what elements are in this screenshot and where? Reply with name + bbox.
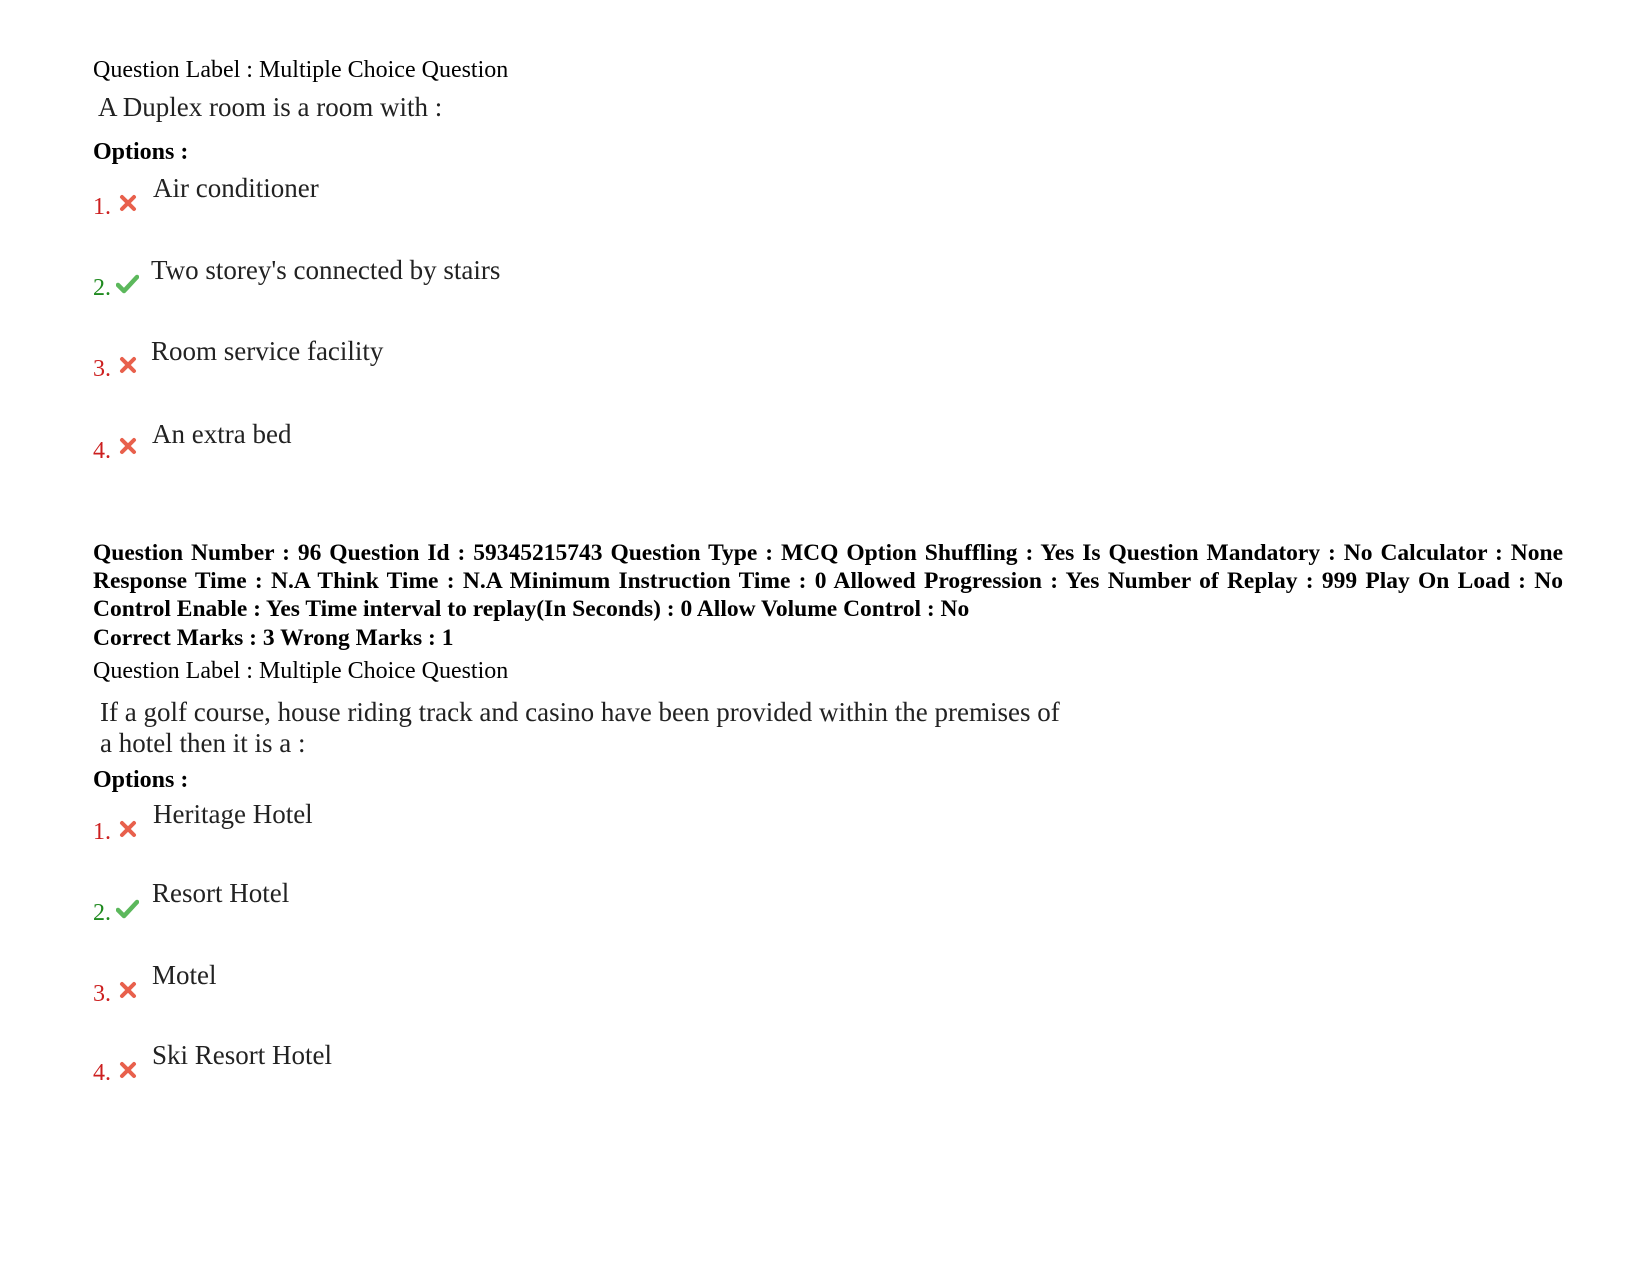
cross-icon bbox=[119, 820, 137, 838]
options-heading: Options : bbox=[93, 139, 189, 165]
option-text: Heritage Hotel bbox=[153, 799, 313, 829]
question-metadata: Question Number : 96 Question Id : 59345215743 Question Type : MCQ Option Shuffling : Yes Is Question Mandatory : No Calculator : None Response Time : N.A Think Time : N.A Minimum Instruction Time : 0 Allowed Progression : Yes Number of Replay : 999 Play On Load : No Control Enable : Yes Time interval to replay(In Seconds) : 0 Allow Volume Control : No bbox=[93, 540, 1563, 622]
question-label: Question Label : Multiple Choice Question bbox=[93, 57, 509, 83]
cross-icon bbox=[119, 356, 137, 374]
check-icon bbox=[116, 899, 139, 919]
option-text: An extra bed bbox=[152, 419, 292, 449]
question-stem: A Duplex room is a room with : bbox=[98, 92, 443, 122]
option-number: 3. bbox=[93, 356, 111, 382]
option-number: 4. bbox=[93, 438, 111, 464]
cross-icon bbox=[119, 437, 137, 455]
option-number: 2. bbox=[93, 275, 111, 301]
cross-icon bbox=[119, 194, 137, 212]
check-icon bbox=[116, 274, 139, 294]
option-number: 4. bbox=[93, 1060, 111, 1086]
question-stem-line-2: a hotel then it is a : bbox=[100, 728, 306, 758]
option-text: Two storey's connected by stairs bbox=[151, 255, 501, 285]
options-heading: Options : bbox=[93, 767, 189, 793]
question-marks: Correct Marks : 3 Wrong Marks : 1 bbox=[93, 625, 454, 651]
cross-icon bbox=[119, 1061, 137, 1079]
option-number: 1. bbox=[93, 819, 111, 845]
option-text: Room service facility bbox=[151, 336, 384, 366]
option-text: Motel bbox=[152, 960, 217, 990]
option-number: 1. bbox=[93, 194, 111, 220]
option-text: Ski Resort Hotel bbox=[152, 1040, 332, 1070]
option-number: 2. bbox=[93, 900, 111, 926]
question-label: Question Label : Multiple Choice Question bbox=[93, 658, 509, 684]
option-text: Air conditioner bbox=[153, 173, 319, 203]
question-stem-line-1: If a golf course, house riding track and casino have been provided within the premises of bbox=[100, 697, 1060, 727]
option-number: 3. bbox=[93, 981, 111, 1007]
cross-icon bbox=[119, 981, 137, 999]
option-text: Resort Hotel bbox=[152, 878, 290, 908]
